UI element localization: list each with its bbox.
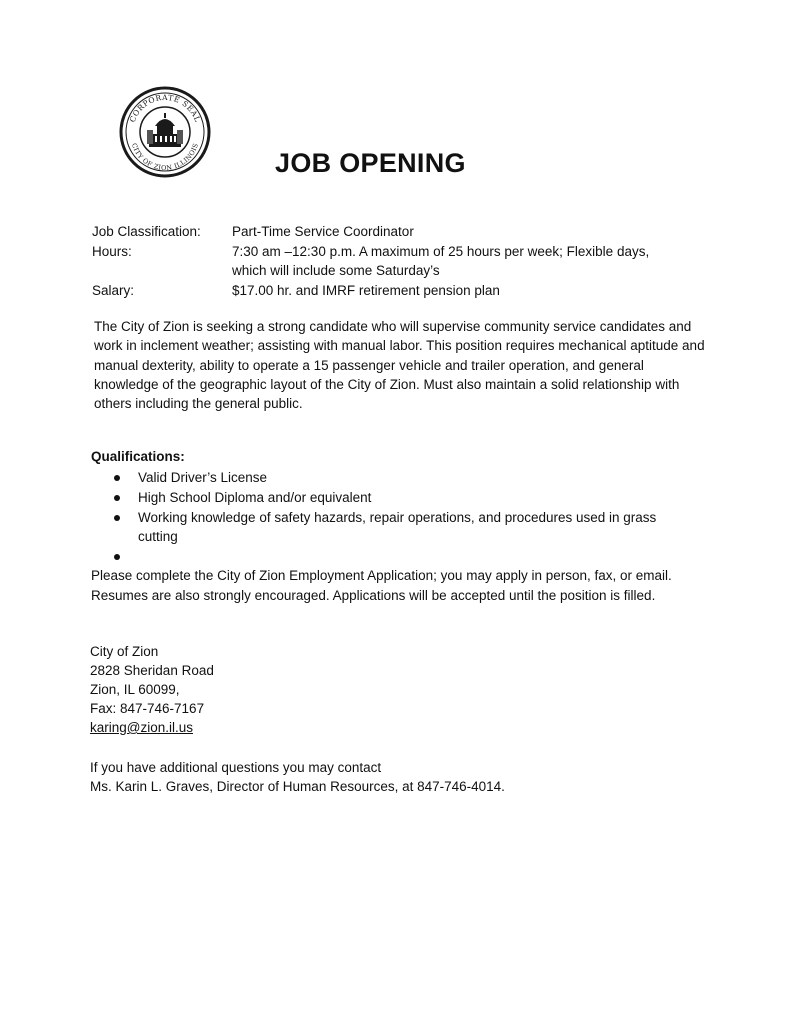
seal-bottom-text: CITY OF ZION ILLINOIS [129,142,201,173]
classification-value: Part-Time Service Coordinator [232,224,414,239]
email-link[interactable]: karing@zion.il.us [90,720,193,735]
qualifications-list [110,468,690,567]
qualification-item: Working knowledge of safety hazards, repair operations, and procedures used in grass cutting [110,508,690,546]
contact-line-2: Ms. Karin L. Graves, Director of Human Resources, at 847-746-4014. [90,779,505,794]
qualification-item: Valid Driver’s License [110,468,690,487]
city-seal-logo [119,86,211,178]
qualification-item: High School Diploma and/or equivalent [110,488,690,507]
address-city: Zion, IL 60099, [90,682,180,697]
salary-label: Salary: [92,283,135,298]
application-instructions: Please complete the City of Zion Employment Application; you may apply in person, fax, or email. Resumes are also strongly encouraged. Applications will be accepted until the position is filled. [91,568,672,603]
contact-info [90,758,505,796]
qualification-item-empty [110,547,690,566]
seal-top-text: CORPORATE SEAL [127,92,203,124]
qualifications-heading: Qualifications: [91,449,185,464]
hours-label: Hours: [92,244,132,259]
page-title: JOB OPENING [275,148,466,178]
classification-label: Job Classification: [92,224,201,239]
address-name: City of Zion [90,644,159,659]
job-description: The City of Zion is seeking a strong candidate who will supervise community service candidates and work in inclement weather; assisting with manual labor. This position requires mechanical aptitude and manual dexterity, ability to operate a 15 passenger vehicle and trailer operation, and general knowledge of the geographic layout of the City of Zion. Must also maintain a solid relationship with others including the general public. [94,319,705,412]
contact-line-1: If you have additional questions you may contact [90,760,382,775]
address-fax: Fax: 847-746-7167 [90,701,205,716]
address-street: 2828 Sheridan Road [90,663,214,678]
mailing-address [90,642,214,737]
hours-value: 7:30 am –12:30 p.m. A maximum of 25 hours per week; Flexible days, which will include some Saturday’s [232,244,650,278]
salary-value: $17.00 hr. and IMRF retirement pension plan [232,283,500,298]
